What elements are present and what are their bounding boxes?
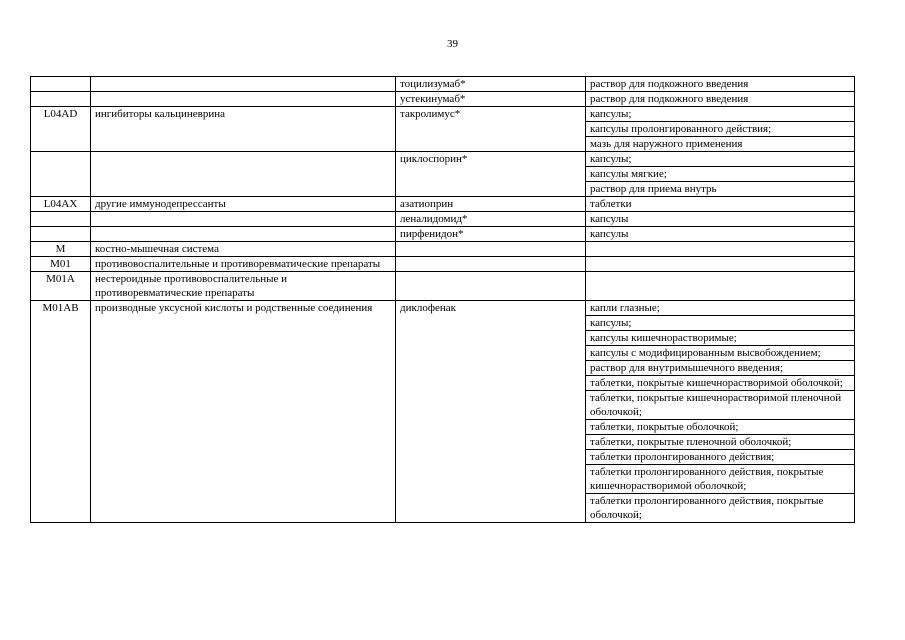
group-name-cell (91, 92, 396, 107)
dosage-form-item: таблетки пролонгированного действия, покрытые кишечнорастворимой оболочкой; (586, 465, 854, 494)
table-row (31, 257, 855, 272)
dosage-form-item: капсулы; (586, 107, 854, 122)
dosage-forms-cell (586, 77, 855, 92)
dosage-form-item (586, 242, 854, 256)
drug-name-cell: пирфенидон* (396, 227, 586, 242)
atc-code-cell (31, 152, 91, 197)
drug-table (30, 76, 855, 523)
atc-code-cell (31, 92, 91, 107)
drug-name-cell: такролимус* (396, 107, 586, 152)
group-name-cell (91, 227, 396, 242)
atc-code-cell: M01A (31, 272, 91, 301)
table-row (31, 301, 855, 523)
dosage-forms-cell (586, 92, 855, 107)
drug-name-cell: циклоспорин* (396, 152, 586, 197)
atc-code-cell (31, 212, 91, 227)
dosage-form-item: капсулы (590, 213, 629, 225)
drug-name-cell: азатиоприн (396, 197, 586, 212)
dosage-form-item: таблетки, покрытые кишечнорастворимой оболочкой; (586, 376, 854, 391)
group-name-cell (91, 77, 396, 92)
dosage-form-item: раствор для внутримышечного введения; (586, 361, 854, 376)
dosage-form-item: капсулы (590, 228, 629, 240)
table-row (31, 92, 855, 107)
dosage-form-item: таблетки, покрытые оболочкой; (586, 420, 854, 435)
dosage-forms-cell (586, 257, 855, 272)
drug-name-cell: леналидомид* (396, 212, 586, 227)
dosage-form-item: таблетки пролонгированного действия; (586, 450, 854, 465)
dosage-form-item: таблетки пролонгированного действия, покрытые оболочкой; (590, 495, 824, 521)
group-name-cell: ингибиторы кальциневрина (91, 107, 396, 152)
table-row (31, 212, 855, 227)
table-row (31, 77, 855, 92)
atc-code-cell: L04AX (31, 197, 91, 212)
group-name-cell: другие иммунодепрессанты (91, 197, 396, 212)
dosage-form-item: мазь для наружного применения (590, 138, 743, 150)
dosage-forms-cell (586, 212, 855, 227)
table-row (31, 107, 855, 152)
table-row (31, 242, 855, 257)
dosage-forms-cell (586, 107, 855, 152)
atc-code-cell: M01 (31, 257, 91, 272)
drug-name-cell (396, 242, 586, 257)
group-name-cell (91, 152, 396, 197)
dosage-forms-cell (586, 197, 855, 212)
dosage-form-item: таблетки, покрытые кишечнорастворимой пленочной оболочкой; (586, 391, 854, 420)
dosage-form-item: капли глазные; (586, 301, 854, 316)
atc-code-cell: L04AD (31, 107, 91, 152)
dosage-form-item (586, 272, 854, 286)
dosage-form-item: таблетки, покрытые пленочной оболочкой; (586, 435, 854, 450)
page-number: 39 (447, 38, 458, 50)
table-row (31, 152, 855, 197)
atc-code-cell: M (31, 242, 91, 257)
table-row (31, 227, 855, 242)
dosage-forms-cell (586, 152, 855, 197)
group-name-cell (91, 212, 396, 227)
group-name-cell: нестероидные противовоспалительные и противоревматические препараты (91, 272, 396, 301)
atc-code-cell (31, 227, 91, 242)
drug-name-cell: устекинумаб* (396, 92, 586, 107)
dosage-form-item: капсулы кишечнорастворимые; (586, 331, 854, 346)
drug-name-cell (396, 272, 586, 301)
group-name-cell: противовоспалительные и противоревматические препараты (91, 257, 396, 272)
atc-code-cell (31, 77, 91, 92)
atc-code-cell: M01AB (31, 301, 91, 523)
dosage-form-item: капсулы; (586, 316, 854, 331)
dosage-form-item: раствор для подкожного введения (590, 93, 749, 105)
group-name-cell: костно-мышечная система (91, 242, 396, 257)
drug-name-cell: тоцилизумаб* (396, 77, 586, 92)
dosage-form-item: капсулы мягкие; (586, 167, 854, 182)
group-name-cell: производные уксусной кислоты и родственные соединения (91, 301, 396, 523)
dosage-form-item (586, 257, 854, 271)
dosage-form-item: таблетки (590, 198, 632, 210)
drug-name-cell (396, 257, 586, 272)
dosage-forms-cell (586, 227, 855, 242)
dosage-form-item: капсулы с модифицированным высвобождением; (586, 346, 854, 361)
table-row (31, 272, 855, 301)
dosage-form-item: раствор для подкожного введения (590, 78, 749, 90)
dosage-form-item: раствор для приема внутрь (590, 183, 717, 195)
dosage-forms-cell (586, 242, 855, 257)
dosage-form-item: капсулы; (586, 152, 854, 167)
table-row (31, 197, 855, 212)
drug-name-cell: диклофенак (396, 301, 586, 523)
dosage-forms-cell (586, 301, 855, 523)
dosage-form-item: капсулы пролонгированного действия; (586, 122, 854, 137)
table-body (31, 77, 855, 523)
dosage-forms-cell (586, 272, 855, 301)
